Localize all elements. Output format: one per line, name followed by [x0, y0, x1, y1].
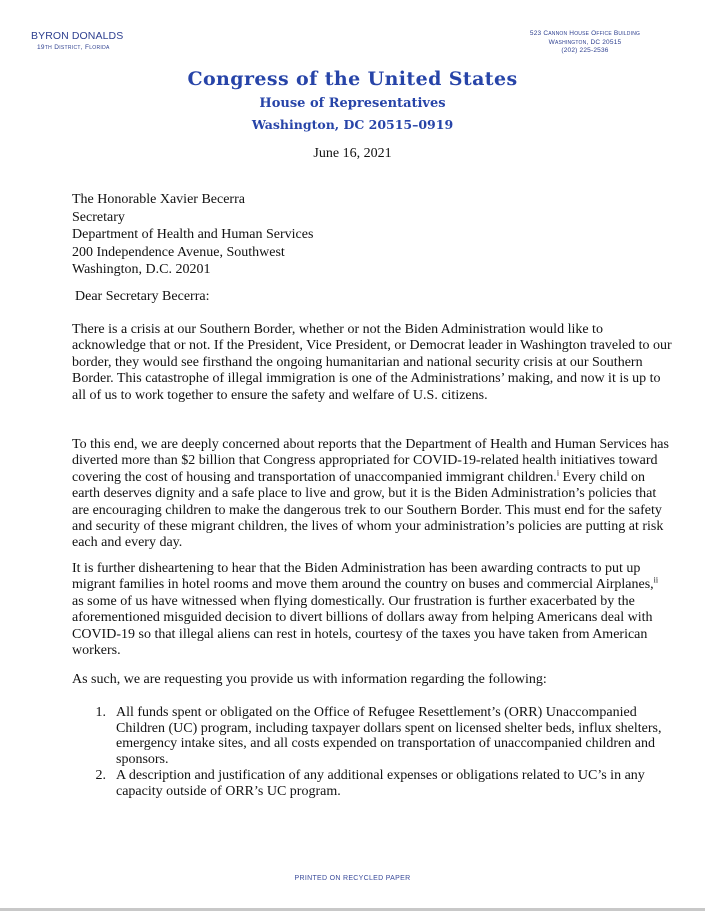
letter-date: June 16, 2021	[313, 146, 392, 161]
recipient-title: Secretary	[72, 209, 125, 225]
footnote-ref: i	[556, 468, 560, 478]
paragraph-text: as some of us have witnessed when flying domestically. Our frustration is further exacerbated by the aforementioned misguided decision to divert billions of dollars away from helping Americans deal with COVID-19 so that illegal aliens can rest in hotels, courtesy of the taxes you have taken from American workers.	[72, 593, 653, 659]
list-text: A description and justification of any additional expenses or obligations related to UC’s in any capacity outside of ORR’s UC program.	[116, 767, 645, 799]
list-text: All funds spent or obligated on the Office of Refugee Resettlement’s (ORR) Unaccompanied Children (UC) program, including taxpayer dollars spent on licensed shelter beds, influx shelters, emergency intake sites, and all costs expended on transportation of unaccompanied children and sponsors.	[116, 705, 662, 768]
body-paragraph-3	[72, 561, 672, 659]
recipient-street: 200 Independence Avenue, Southwest	[72, 244, 285, 260]
office-city: Washington, DC 20515	[548, 38, 622, 46]
request-list	[72, 705, 672, 799]
office-address: 523 Cannon House Office Building	[529, 30, 641, 37]
office-block	[505, 30, 665, 56]
recipient-department: Department of Health and Human Services	[72, 227, 314, 242]
footnote-ref: ii	[653, 575, 659, 585]
salutation: Dear Secretary Becerra:	[75, 289, 210, 304]
recipient-address	[72, 191, 313, 279]
member-block	[31, 30, 123, 51]
member-district: 19th District, Florida	[37, 44, 110, 51]
office-phone: (202) 225-2536	[561, 47, 609, 54]
masthead-chamber: House of Representatives	[259, 96, 446, 111]
paragraph-text: To this end, we are deeply concerned about reports that the Department of Health and Human Services has diverted more than $2 billion that Congress appropriated for COVID-19-related health initiatives toward covering the cost of housing and transportation of unaccompanied immigrant children.	[72, 437, 669, 485]
recipient-name: The Honorable Xavier Becerra	[72, 192, 245, 207]
list-number: 2.	[95, 767, 106, 783]
list-item	[72, 705, 672, 768]
paragraph-text: Every child on earth deserves dignity and a safe place to live and grow, but it is the Biden Administration’s policies that are encouraging children to make the dangerous trek to our Southern Border. This must end for the safety and security of these migrant children, the lives of whom your administration’s policies are putting at risk each and every day.	[72, 469, 664, 551]
paragraph-text: It is further disheartening to hear that the Biden Administration has been awarding contracts to put up migrant families in hotel rooms and move them around the country on buses and commercial Airplanes,	[72, 561, 654, 593]
list-item	[72, 768, 672, 799]
body-paragraph-1: There is a crisis at our Southern Border, whether or not the Biden Administration would like to acknowledge that or not. If the President, Vice President, or Democrat leader in Washington traveled to our border, they would see firsthand the ongoing humanitarian and national security crisis at our Southern Border. This catastrophe of illegal immigration is one of the Administrations’ making, and now it is up to all of us to work together to ensure the safety and welfare of U.S. citizens.	[72, 322, 672, 403]
body-paragraph-2	[72, 437, 672, 552]
body-paragraph-4: As such, we are requesting you provide us with information regarding the following:	[72, 672, 547, 687]
masthead-title: Congress of the United States	[187, 68, 518, 90]
recipient-city: Washington, D.C. 20201	[72, 262, 211, 277]
list-number: 1.	[95, 705, 106, 720]
member-name: BYRON DONALDS	[31, 30, 124, 42]
recycled-paper-footer: PRINTED ON RECYCLED PAPER	[294, 875, 411, 882]
masthead-city: Washington, DC 20515–0919	[251, 117, 454, 132]
